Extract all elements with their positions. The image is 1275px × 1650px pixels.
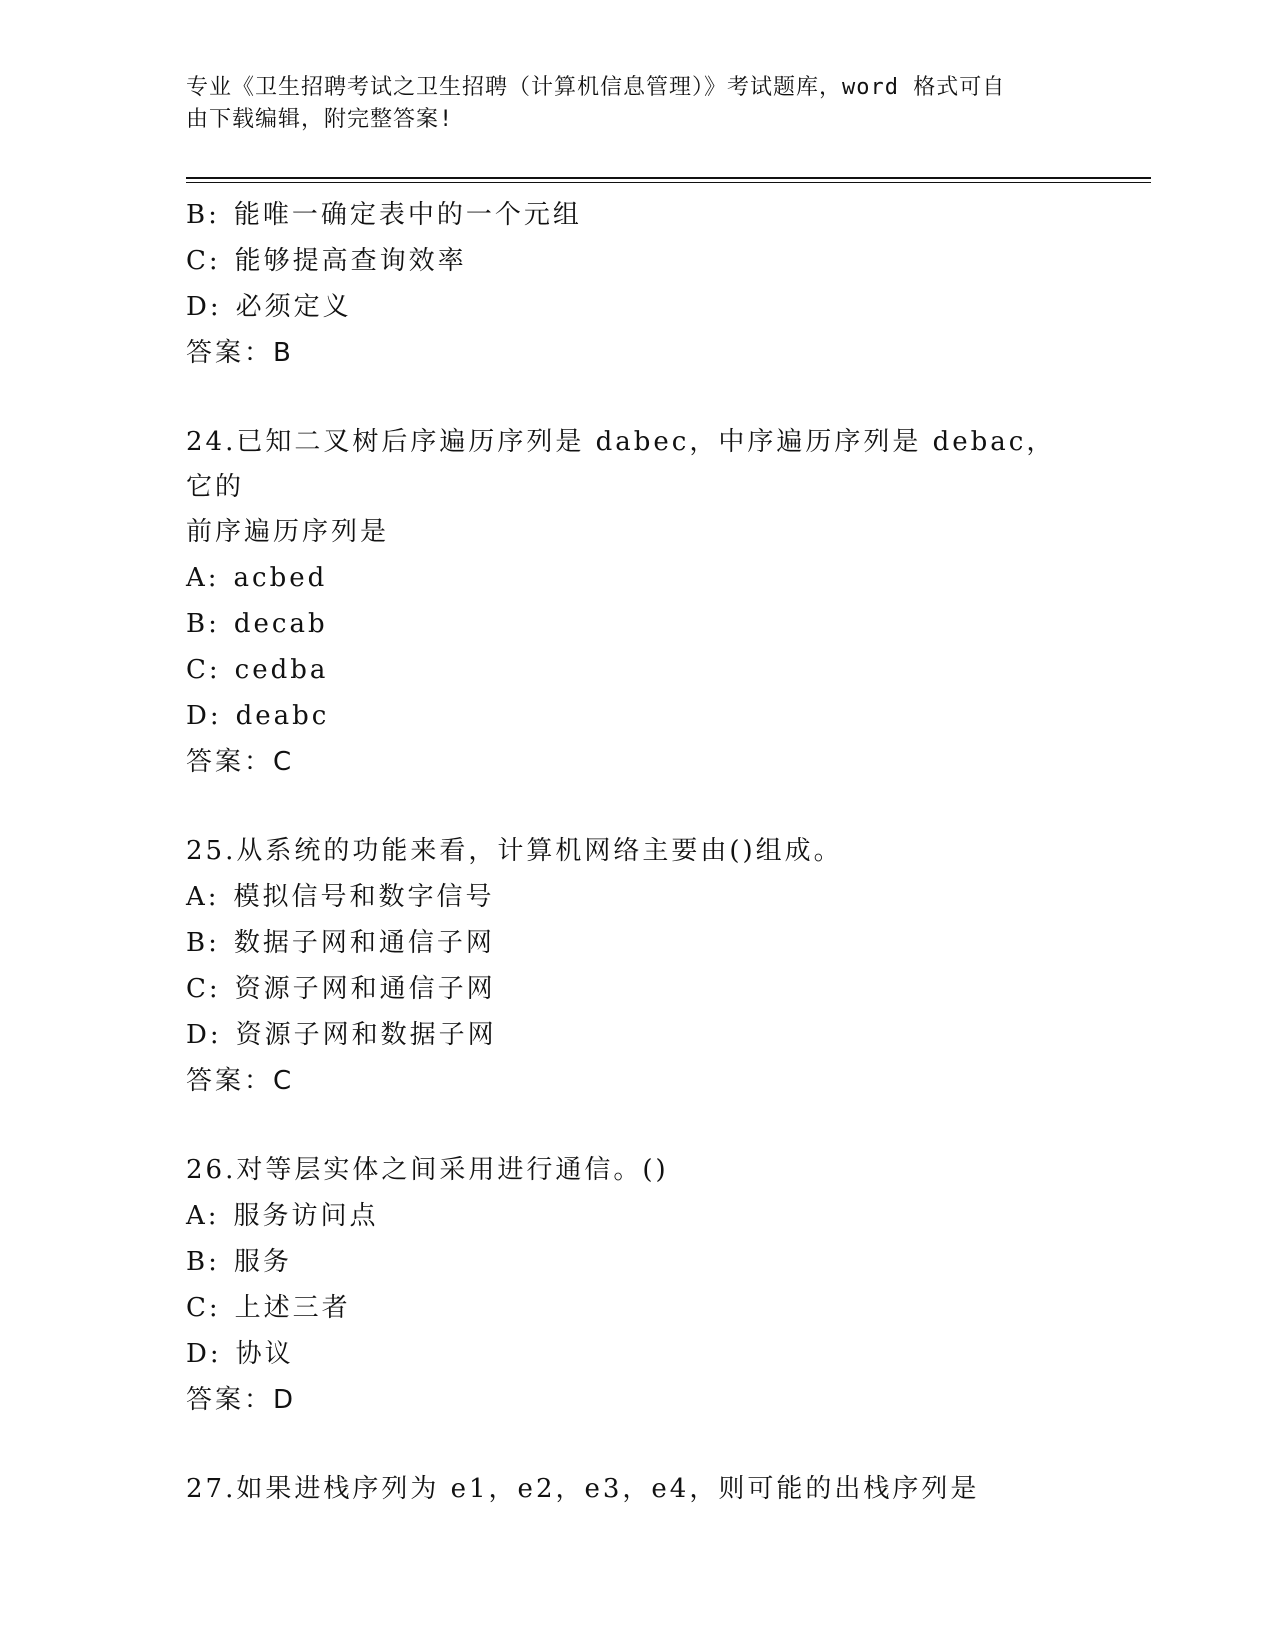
- option-c: C: 资源子网和通信子网: [186, 974, 496, 1004]
- question-stem: 25.从系统的功能来看，计算机网络主要由()组成。: [186, 836, 843, 866]
- question-24: [186, 420, 1066, 785]
- option-b: B: decab: [186, 609, 328, 639]
- option-c: C: cedba: [186, 655, 329, 685]
- question-26: [186, 1148, 1066, 1423]
- option-a: A: acbed: [186, 563, 328, 593]
- option-d: D: deabc: [186, 701, 330, 731]
- answer-line: 答案：B: [186, 338, 294, 368]
- header-line-1: 专业《卫生招聘考试之卫生招聘（计算机信息管理）》考试题库，word 格式可自: [186, 75, 1006, 100]
- option-b: B: 能唯一确定表中的一个元组: [186, 200, 582, 230]
- option-b: B: 数据子网和通信子网: [186, 928, 495, 958]
- question-stem: 27.如果进栈序列为 e1，e2，e3，e4，则可能的出栈序列是: [186, 1474, 980, 1504]
- option-c: C: 能够提高查询效率: [186, 246, 467, 276]
- question-stem: 24.已知二叉树后序遍历序列是 dabec，中序遍历序列是 debac，它的 前序遍历序列是: [186, 427, 1056, 547]
- answer-line: 答案：D: [186, 1385, 297, 1415]
- option-d: D: 协议: [186, 1339, 294, 1369]
- question-list: [186, 192, 1066, 1512]
- question-25: [186, 829, 1066, 1104]
- question-stem: 26.对等层实体之间采用进行通信。(): [186, 1155, 669, 1185]
- option-a: A: 模拟信号和数字信号: [186, 882, 495, 912]
- option-d: D: 资源子网和数据子网: [186, 1020, 497, 1050]
- option-c: C: 上述三者: [186, 1293, 351, 1323]
- answer-line: 答案：C: [186, 747, 295, 777]
- option-b: B: 服务: [186, 1247, 292, 1277]
- document-header: [186, 72, 1066, 136]
- header-line-2: 由下载编辑，附完整答案!: [186, 107, 454, 132]
- option-d: D: 必须定义: [186, 292, 352, 322]
- header-rule-thin: [186, 182, 1151, 183]
- answer-line: 答案：C: [186, 1066, 295, 1096]
- question-23-partial: [186, 192, 1066, 376]
- header-rule-thick: [186, 177, 1151, 179]
- question-27: [186, 1467, 1066, 1512]
- option-a: A: 服务访问点: [186, 1201, 379, 1231]
